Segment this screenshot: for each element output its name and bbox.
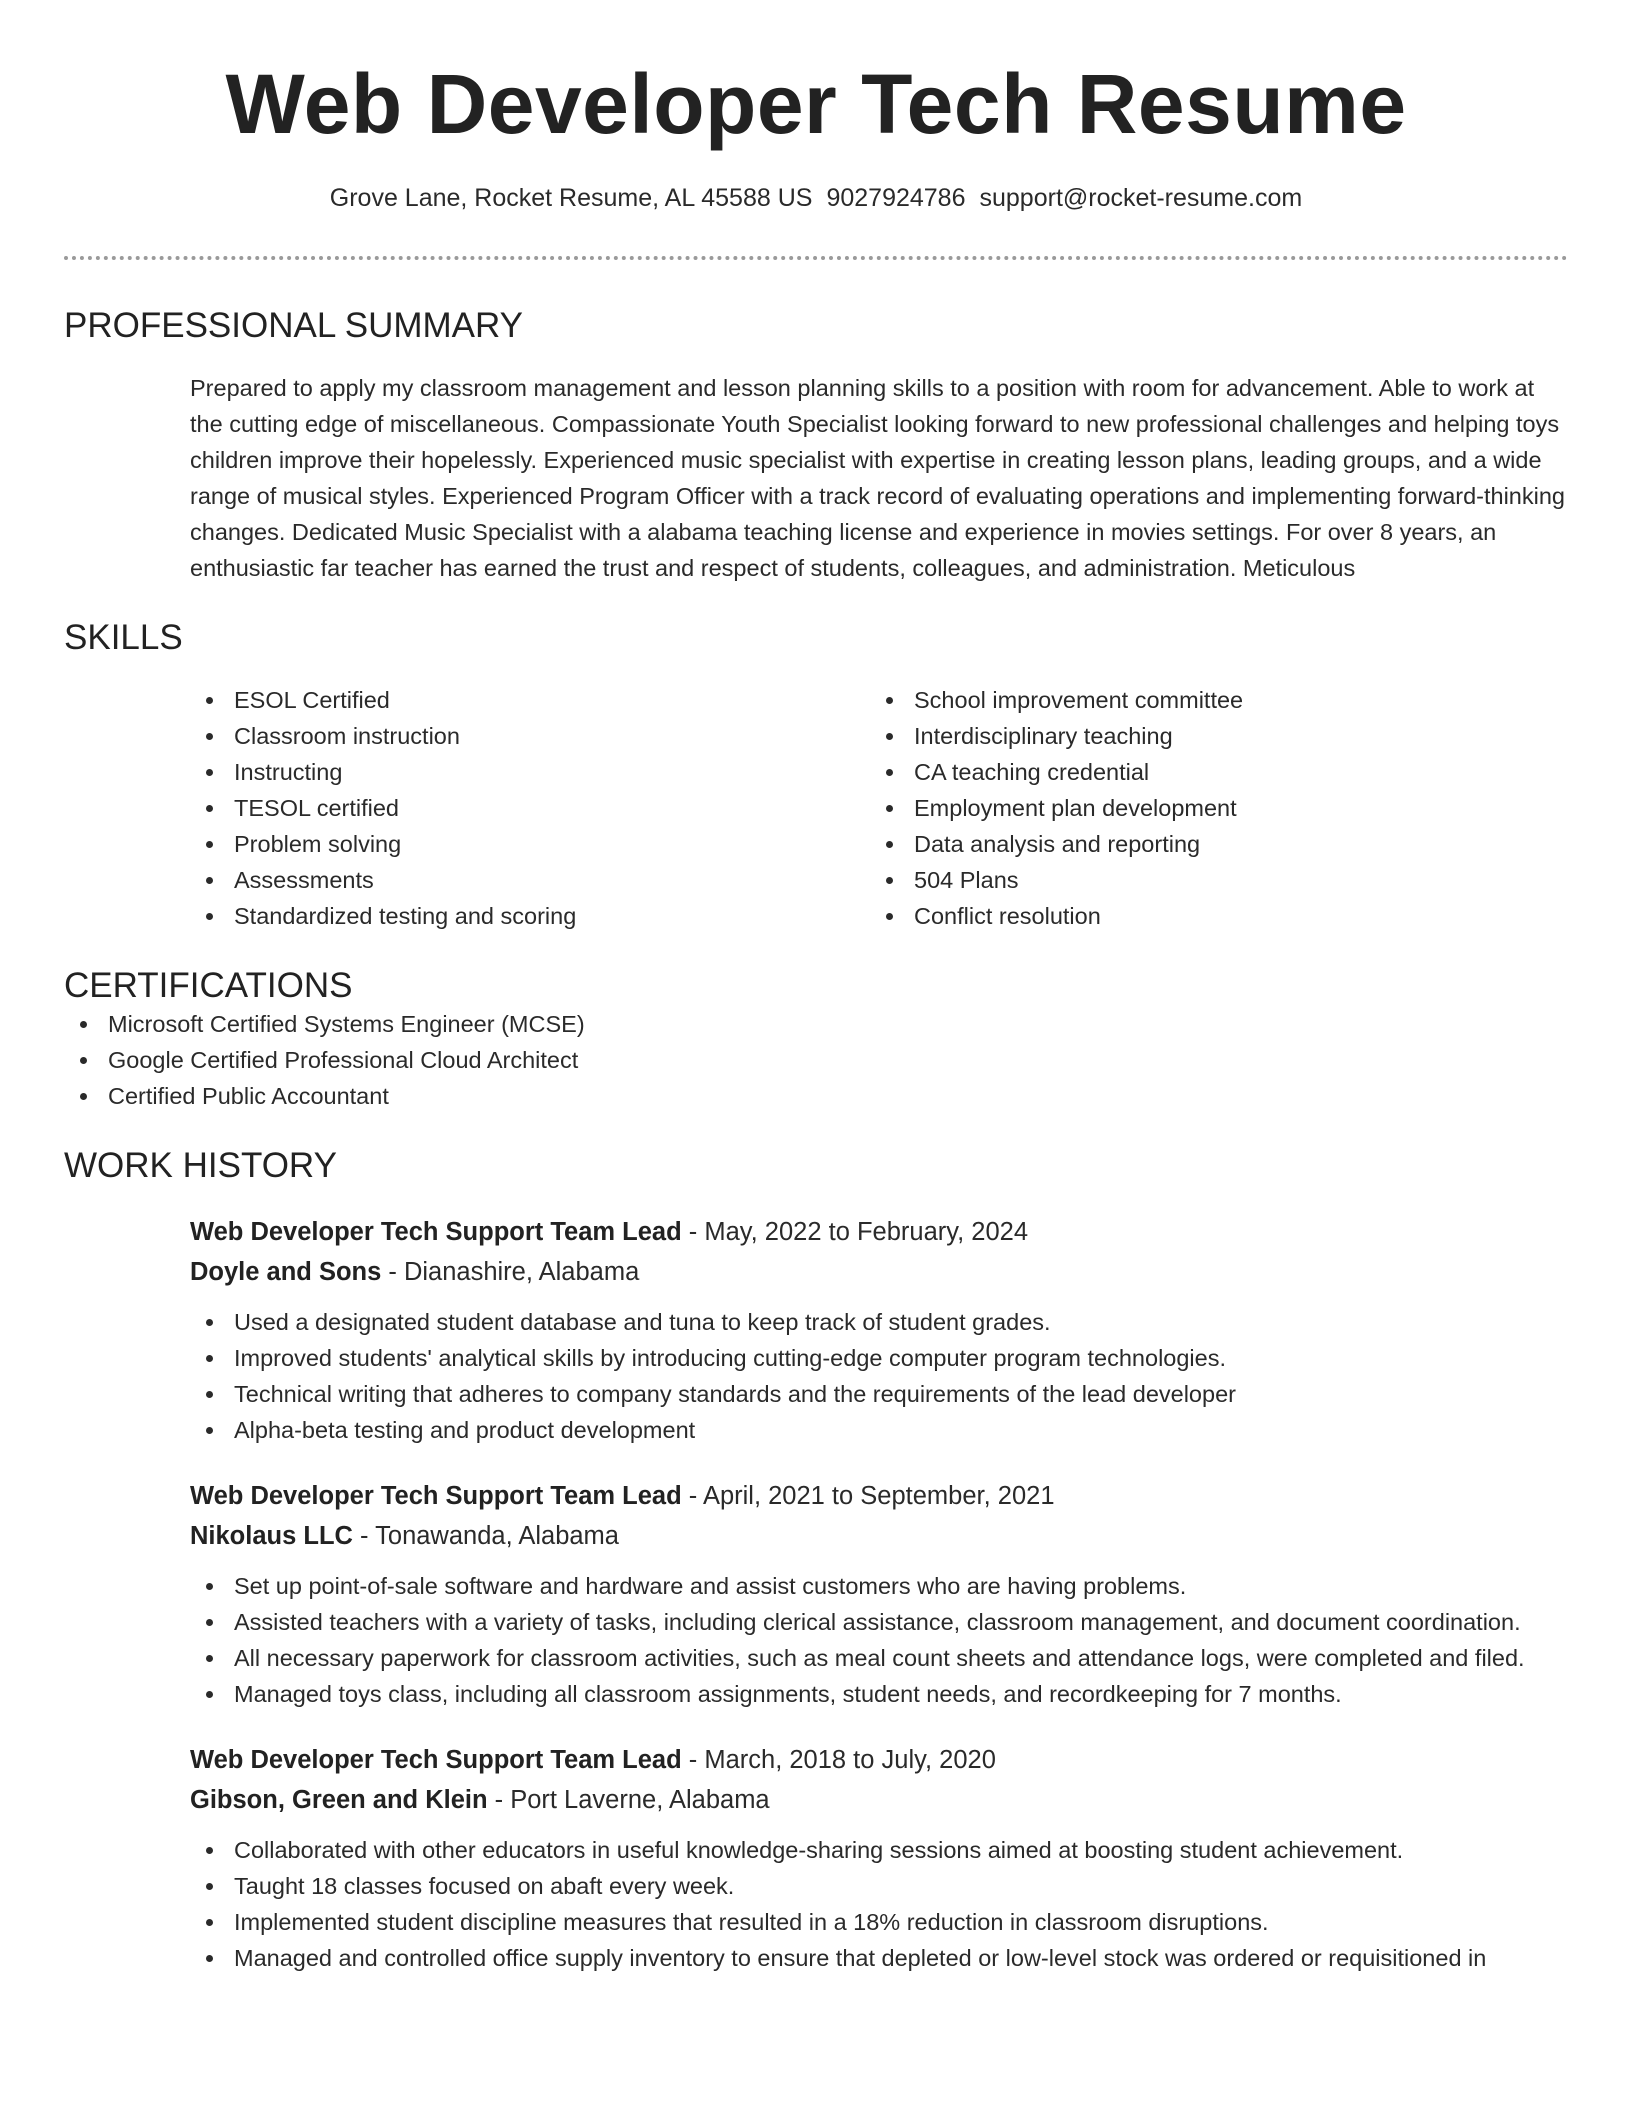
summary-heading: PROFESSIONAL SUMMARY — [64, 306, 523, 345]
certifications-list — [64, 1006, 1568, 1114]
job-dates: - March, 2018 to July, 2020 — [681, 1746, 996, 1774]
job-title-line — [190, 1740, 1568, 1780]
skills-list-left — [190, 682, 870, 934]
job-role: Web Developer Tech Support Team Lead — [190, 1746, 682, 1774]
job-dates: - April, 2021 to September, 2021 — [681, 1482, 1055, 1510]
job-duty: Alpha-beta testing and product development — [190, 1412, 1568, 1448]
skills-columns — [190, 682, 1568, 934]
job-title-line — [190, 1476, 1568, 1516]
job-entry — [190, 1212, 1568, 1448]
job-location: - Dianashire, Alabama — [381, 1258, 640, 1286]
contact-email: support@rocket-resume.com — [979, 184, 1303, 212]
skills-heading: SKILLS — [64, 618, 183, 657]
job-company-line — [190, 1780, 1568, 1820]
skills-list-right — [870, 682, 1550, 934]
job-location: - Port Laverne, Alabama — [487, 1786, 770, 1814]
job-duty: Managed and controlled office supply inventory to ensure that depleted or low-level stock was ordered or requisitioned in — [190, 1940, 1568, 1976]
job-title-line — [190, 1212, 1568, 1252]
job-duties — [190, 1568, 1568, 1712]
skill-item: 504 Plans — [870, 862, 1550, 898]
job-dates: - May, 2022 to February, 2024 — [681, 1218, 1029, 1246]
job-company-line — [190, 1516, 1568, 1556]
contact-line — [64, 182, 1568, 214]
skill-item: Data analysis and reporting — [870, 826, 1550, 862]
job-duty: Technical writing that adheres to company standards and the requirements of the lead developer — [190, 1376, 1568, 1412]
job-duties — [190, 1304, 1568, 1448]
job-company: Nikolaus LLC — [190, 1522, 353, 1550]
job-duty: Used a designated student database and tuna to keep track of student grades. — [190, 1304, 1568, 1340]
skill-item: ESOL Certified — [190, 682, 870, 718]
job-duty: Set up point-of-sale software and hardware and assist customers who are having problems. — [190, 1568, 1568, 1604]
summary-text: Prepared to apply my classroom management and lesson planning skills to a position with room for advancement. Able to work at the cutting edge of miscellaneous. Compassionate Youth Specialist looking forward to new professional challenges and helping toys children improve their hopelessly. Experienced music specialist with expertise in creating lesson plans, leading groups, and a wide range of musical styles. Experienced Program Officer with a track record of evaluating operations and implementing forward-thinking changes. Dedicated Music Specialist with a alabama teaching license and experience in movies settings. For over 8 years, an enthusiastic far teacher has earned the trust and respect of students, colleagues, and administration. Meticulous — [190, 375, 1565, 581]
job-duty: Implemented student discipline measures that resulted in a 18% reduction in classroom disruptions. — [190, 1904, 1568, 1940]
job-duty: Assisted teachers with a variety of tasks, including clerical assistance, classroom management, and document coordination. — [190, 1604, 1568, 1640]
skill-item: School improvement committee — [870, 682, 1550, 718]
work-history-heading: WORK HISTORY — [64, 1146, 337, 1185]
resume-name: Web Developer Tech Resume — [225, 57, 1407, 151]
job-entry — [190, 1476, 1568, 1712]
job-company: Gibson, Green and Klein — [190, 1786, 488, 1814]
skill-item: Classroom instruction — [190, 718, 870, 754]
job-entry — [190, 1740, 1568, 1976]
skill-item: CA teaching credential — [870, 754, 1550, 790]
contact-phone: 9027924786 — [826, 184, 966, 212]
resume-page — [64, 0, 1568, 1976]
job-company: Doyle and Sons — [190, 1258, 382, 1286]
job-role: Web Developer Tech Support Team Lead — [190, 1218, 682, 1246]
skill-item: Instructing — [190, 754, 870, 790]
skill-item: Problem solving — [190, 826, 870, 862]
skill-item: Conflict resolution — [870, 898, 1550, 934]
skill-item: Interdisciplinary teaching — [870, 718, 1550, 754]
skill-item: Employment plan development — [870, 790, 1550, 826]
skill-item: TESOL certified — [190, 790, 870, 826]
job-company-line — [190, 1252, 1568, 1292]
job-duty: Collaborated with other educators in useful knowledge-sharing sessions aimed at boosting student achievement. — [190, 1832, 1568, 1868]
skill-item: Assessments — [190, 862, 870, 898]
contact-address: Grove Lane, Rocket Resume, AL 45588 US — [329, 184, 813, 212]
job-duties — [190, 1832, 1568, 1976]
job-duty: Managed toys class, including all classroom assignments, student needs, and recordkeeping for 7 months. — [190, 1676, 1568, 1712]
header-divider — [64, 256, 1568, 260]
job-role: Web Developer Tech Support Team Lead — [190, 1482, 682, 1510]
certification-item: Google Certified Professional Cloud Architect — [64, 1042, 1568, 1078]
certification-item: Microsoft Certified Systems Engineer (MCSE) — [64, 1006, 1568, 1042]
certification-item: Certified Public Accountant — [64, 1078, 1568, 1114]
job-duty: All necessary paperwork for classroom activities, such as meal count sheets and attendance logs, were completed and filed. — [190, 1640, 1568, 1676]
job-duty: Improved students' analytical skills by introducing cutting-edge computer program technologies. — [190, 1340, 1568, 1376]
job-duty: Taught 18 classes focused on abaft every week. — [190, 1868, 1568, 1904]
skill-item: Standardized testing and scoring — [190, 898, 870, 934]
job-location: - Tonawanda, Alabama — [352, 1522, 619, 1550]
certifications-heading: CERTIFICATIONS — [64, 966, 353, 1005]
